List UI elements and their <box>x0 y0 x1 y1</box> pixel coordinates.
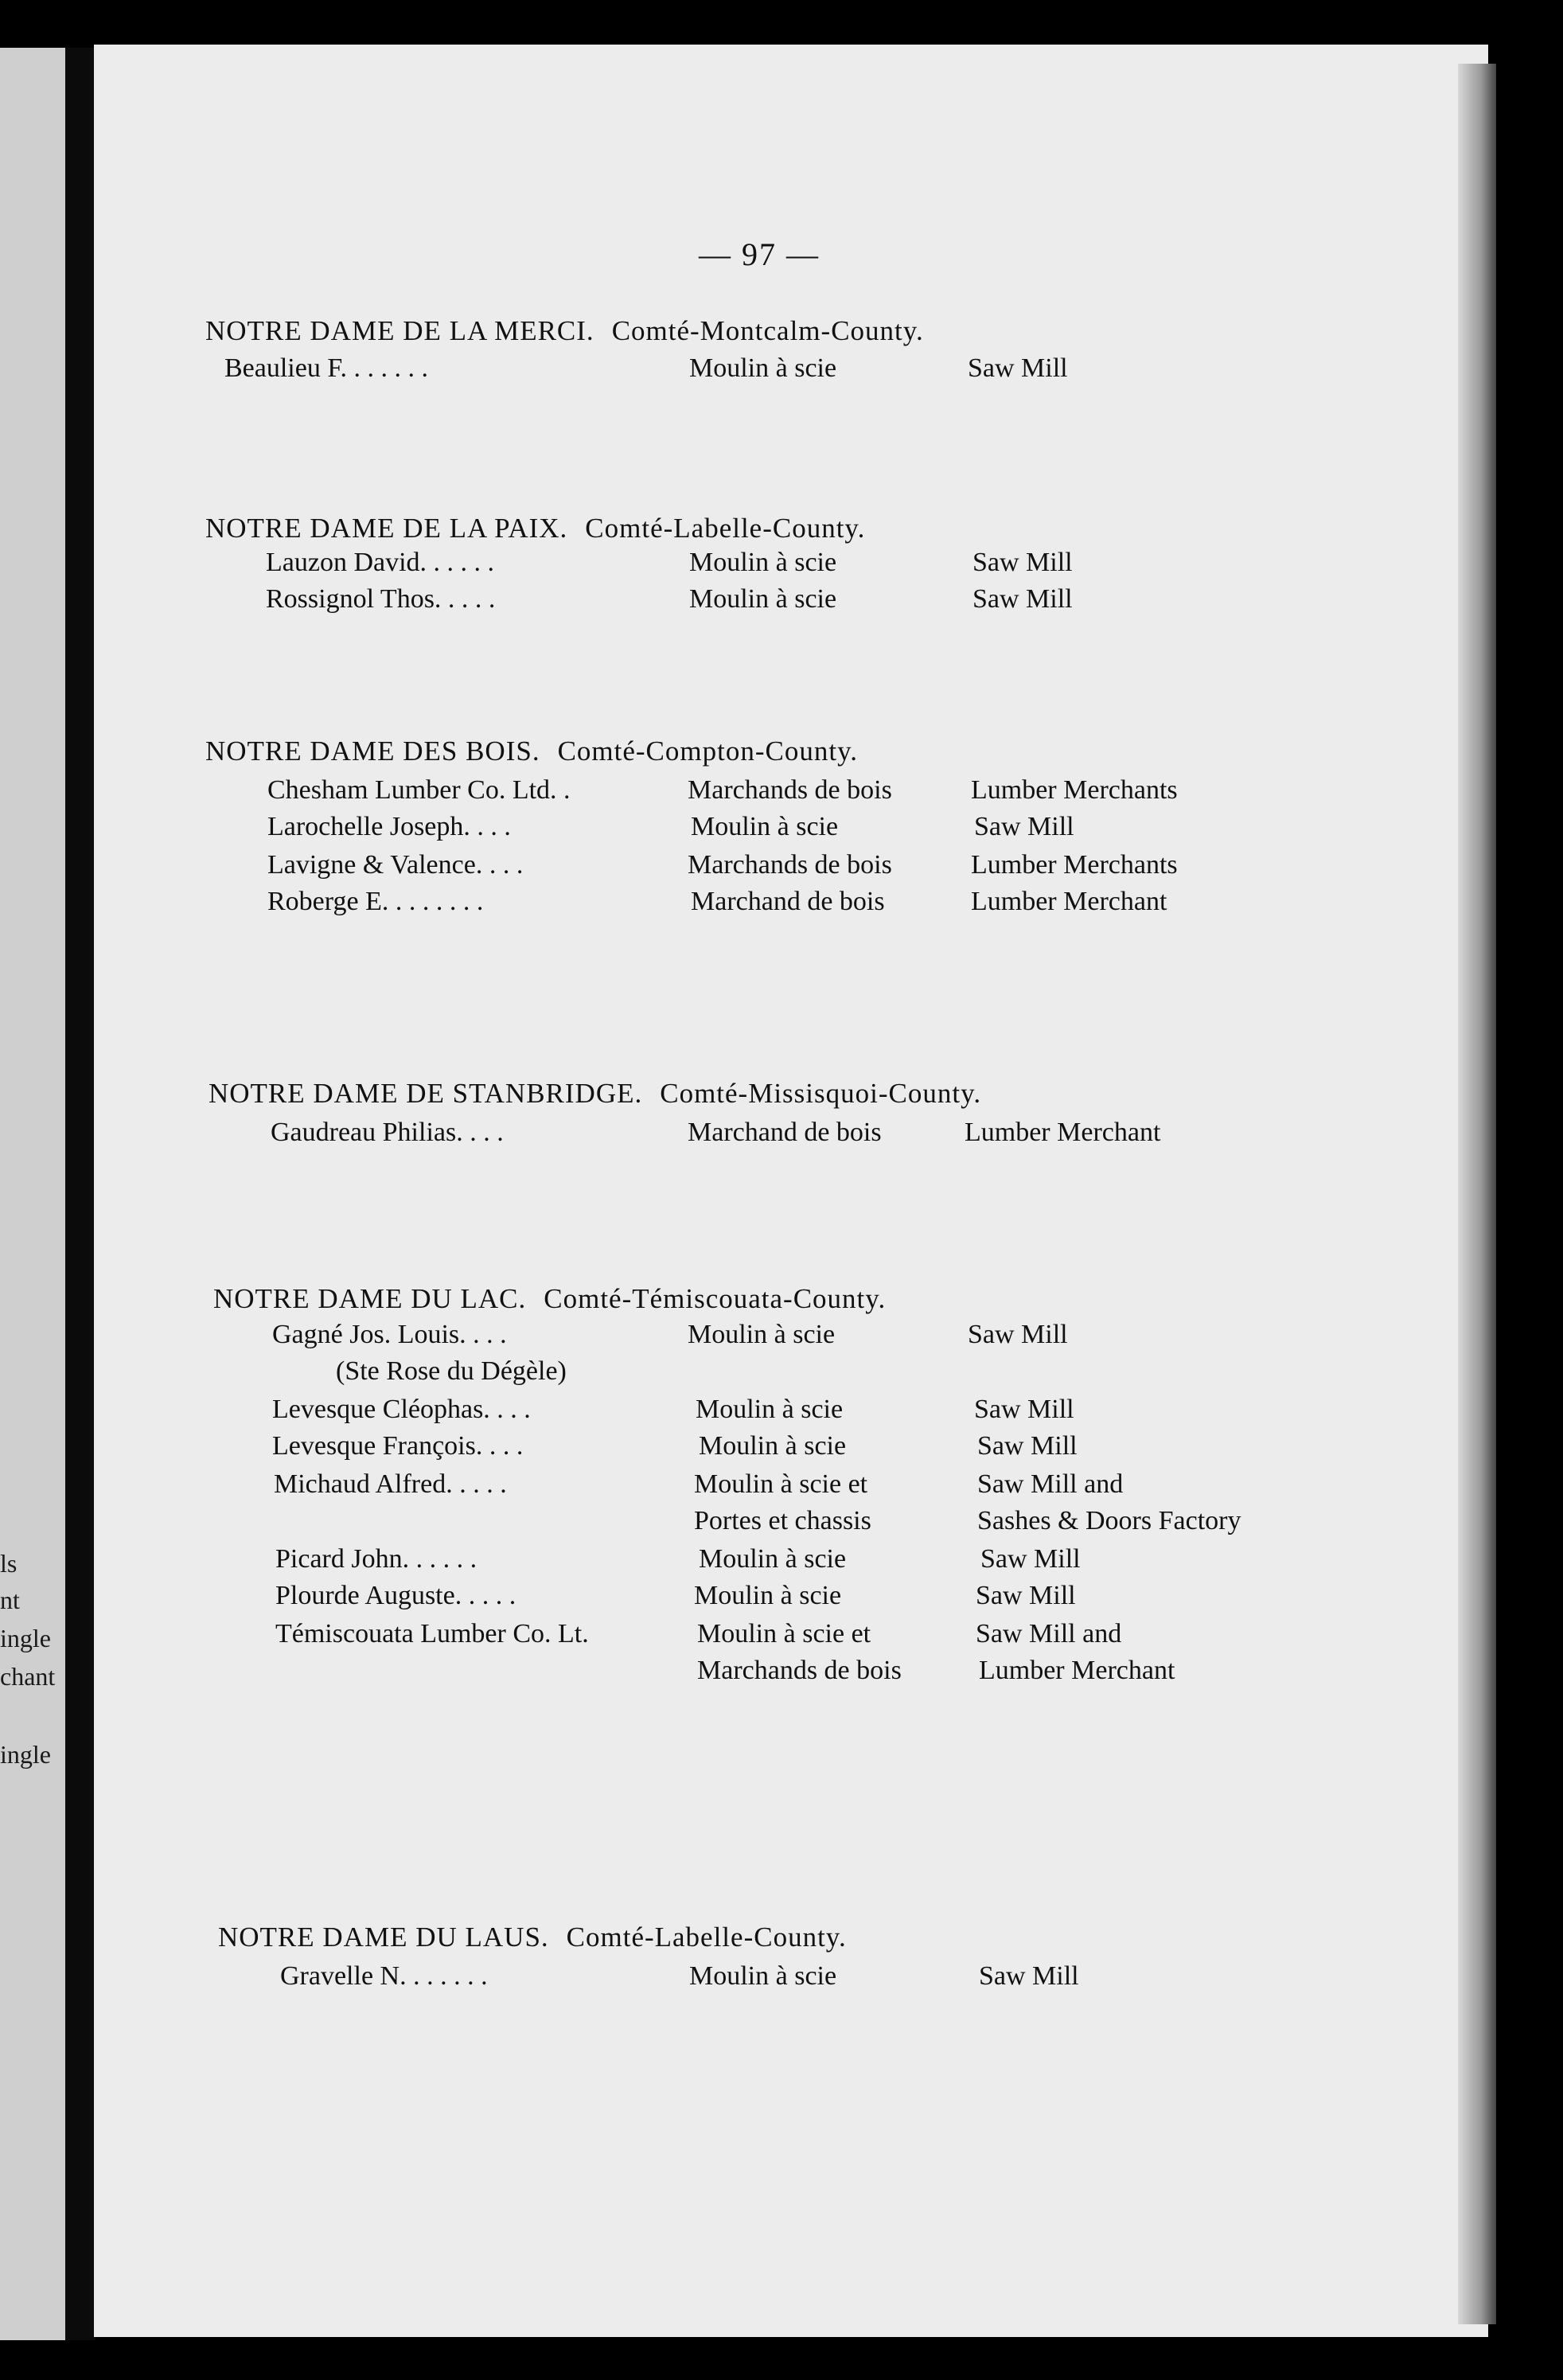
entry-name: Lavigne & Valence. . . . <box>267 850 524 880</box>
section-heading <box>213 1283 886 1315</box>
entry-name: Gravelle N. . . . . . . <box>280 1961 488 1991</box>
entry-trade-en: Saw Mill <box>968 1320 1068 1349</box>
entry-trade-en: Saw Mill <box>977 1431 1078 1461</box>
entry-name: Lauzon David. . . . . . <box>266 548 495 577</box>
place-name: NOTRE DAME DE STANBRIDGE. <box>209 1078 643 1109</box>
bleed-fragment: nt <box>0 1586 20 1614</box>
gutter-shadow <box>65 48 95 2340</box>
county-name: Comté-Compton-County. <box>557 735 859 767</box>
facing-page-edge <box>0 48 65 2340</box>
county-name: Comté-Missisquoi-County. <box>660 1078 982 1109</box>
entry-trade-fr: Portes et chassis <box>694 1506 871 1535</box>
county-name: Comté-Montcalm-County. <box>611 315 924 346</box>
directory-page <box>94 45 1488 2337</box>
entry-name: (Ste Rose du Dégèle) <box>336 1356 567 1386</box>
page-edge-shadow <box>1458 64 1496 2324</box>
entry-name: Chesham Lumber Co. Ltd. . <box>267 775 571 805</box>
entry-trade-en: Lumber Merchant <box>979 1656 1175 1685</box>
bleed-fragment: ls <box>0 1549 18 1578</box>
entry-trade-en: Sashes & Doors Factory <box>977 1506 1241 1535</box>
entry-trade-en: Saw Mill <box>980 1544 1081 1574</box>
entry-trade-en: Lumber Merchant <box>965 1118 1161 1147</box>
place-name: NOTRE DAME DU LAC. <box>213 1283 527 1314</box>
bleed-fragment: ingle <box>0 1740 51 1769</box>
entry-name: Gaudreau Philias. . . . <box>271 1118 504 1147</box>
entry-name: Beaulieu F. . . . . . . <box>224 353 429 383</box>
entry-trade-fr: Marchands de bois <box>697 1656 902 1685</box>
entry-name: Gagné Jos. Louis. . . . <box>272 1320 507 1349</box>
entry-trade-en: Lumber Merchants <box>971 775 1178 805</box>
entry-name: Témiscouata Lumber Co. Lt. <box>275 1619 589 1648</box>
entry-name: Levesque François. . . . <box>272 1431 524 1461</box>
entry-trade-fr: Moulin à scie <box>689 1961 837 1991</box>
county-name: Comté-Labelle-County. <box>585 513 866 544</box>
entry-trade-en: Lumber Merchant <box>971 887 1167 916</box>
entry-trade-en: Lumber Merchants <box>971 850 1178 880</box>
page-number: — 97 — <box>699 236 820 272</box>
entry-trade-en: Saw Mill <box>974 1395 1074 1424</box>
section-heading <box>205 513 865 544</box>
entry-name: Roberge E. . . . . . . . <box>267 887 484 916</box>
place-name: NOTRE DAME DE LA MERCI. <box>205 315 594 346</box>
place-name: NOTRE DAME DU LAUS. <box>218 1922 549 1953</box>
entry-name: Michaud Alfred. . . . . <box>274 1469 507 1499</box>
section-heading <box>218 1922 847 1953</box>
entry-name: Picard John. . . . . . <box>275 1544 477 1574</box>
entry-trade-fr: Marchands de bois <box>688 775 892 805</box>
entry-trade-en: Saw Mill <box>968 353 1068 383</box>
county-name: Comté-Labelle-County. <box>566 1922 847 1953</box>
entry-trade-en: Saw Mill and <box>977 1469 1124 1499</box>
entry-trade-fr: Moulin à scie <box>699 1544 847 1574</box>
entry-trade-en: Saw Mill <box>972 584 1073 614</box>
entry-name: Plourde Auguste. . . . . <box>275 1581 516 1610</box>
place-name: NOTRE DAME DE LA PAIX. <box>205 513 568 544</box>
county-name: Comté-Témiscouata-County. <box>544 1283 887 1314</box>
section-heading <box>205 315 924 347</box>
bleed-fragment: chant <box>0 1662 56 1691</box>
entry-trade-fr: Moulin à scie <box>699 1431 847 1461</box>
entry-trade-en: Saw Mill <box>979 1961 1079 1991</box>
entry-trade-en: Saw Mill and <box>976 1619 1122 1648</box>
entry-trade-fr: Moulin à scie <box>691 812 839 841</box>
entry-trade-en: Saw Mill <box>976 1581 1076 1610</box>
entry-trade-fr: Moulin à scie <box>696 1395 844 1424</box>
entry-trade-fr: Moulin à scie et <box>697 1619 871 1648</box>
entry-trade-fr: Moulin à scie <box>689 584 837 614</box>
entry-trade-fr: Moulin à scie <box>688 1320 836 1349</box>
section-heading <box>205 735 858 767</box>
section-heading <box>209 1078 981 1110</box>
entry-trade-fr: Marchands de bois <box>688 850 892 880</box>
entry-trade-fr: Moulin à scie <box>689 548 837 577</box>
entry-trade-fr: Moulin à scie <box>694 1581 842 1610</box>
entry-trade-en: Saw Mill <box>974 812 1074 841</box>
entry-trade-fr: Marchand de bois <box>688 1118 882 1147</box>
bleed-fragment: ingle <box>0 1624 51 1652</box>
entry-name: Larochelle Joseph. . . . <box>267 812 511 841</box>
entry-name: Levesque Cléophas. . . . <box>272 1395 531 1424</box>
place-name: NOTRE DAME DES BOIS. <box>205 735 540 767</box>
entry-trade-en: Saw Mill <box>972 548 1073 577</box>
entry-trade-fr: Moulin à scie et <box>694 1469 868 1499</box>
entry-trade-fr: Marchand de bois <box>691 887 885 916</box>
entry-name: Rossignol Thos. . . . . <box>266 584 496 614</box>
entry-trade-fr: Moulin à scie <box>689 353 837 383</box>
